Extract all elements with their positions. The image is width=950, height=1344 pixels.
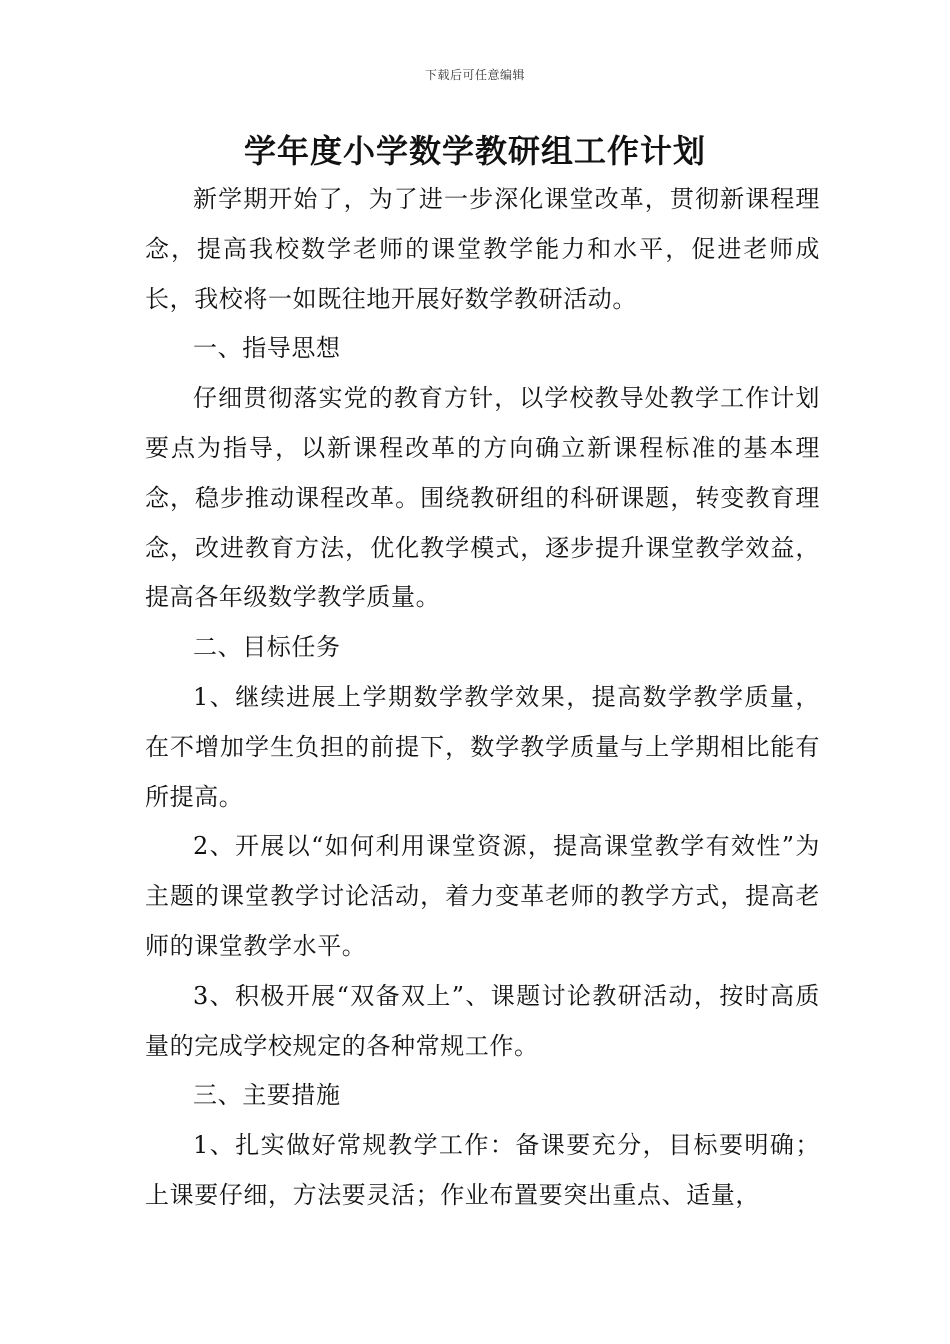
goal-item-1: 1、继续进展上学期数学教学效果，提高数学教学质量，在不增加学生负担的前提下，数学教学质量与上学期相比能有所提高。 (145, 682, 820, 811)
section-heading-goals: 二、目标任务 (193, 633, 341, 662)
section-heading-guiding-ideology: 一、指导思想 (193, 334, 341, 363)
measure-item-1: 1、扎实做好常规教学工作：备课要充分，目标要明确；上课要仔细，方法要灵活；作业布置要突出重点、适量， (145, 1131, 820, 1209)
header-note: 下载后可任意编辑 (424, 68, 525, 82)
document-title: 学年度小学数学教研组工作计划 (243, 132, 706, 170)
guiding-ideology-paragraph: 仔细贯彻落实党的教育方针，以学校教导处教学工作计划要点为指导，以新课程改革的方向确立新课程标准的基本理念，稳步推动课程改革。围绕教研组的科研课题，转变教育理念，改进教育方法，优化教学模式，逐步提升课堂教学效益，提高各年级数学教学质量。 (145, 384, 820, 612)
intro-paragraph: 新学期开始了，为了进一步深化课堂改革，贯彻新课程理念，提高我校数学老师的课堂教学能力和水平，促进老师成长，我校将一如既往地开展好数学教研活动。 (145, 185, 820, 313)
section-heading-measures: 三、主要措施 (193, 1081, 341, 1110)
goal-item-2: 2、开展以“如何利用课堂资源，提高课堂教学有效性”为主题的课堂教学讨论活动，着力变革老师的教学方式，提高老师的课堂教学水平。 (145, 832, 820, 960)
document-body (145, 175, 820, 1221)
goal-item-3: 3、积极开展“双备双上”、课题讨论教研活动，按时高质量的完成学校规定的各种常规工作。 (145, 981, 820, 1060)
